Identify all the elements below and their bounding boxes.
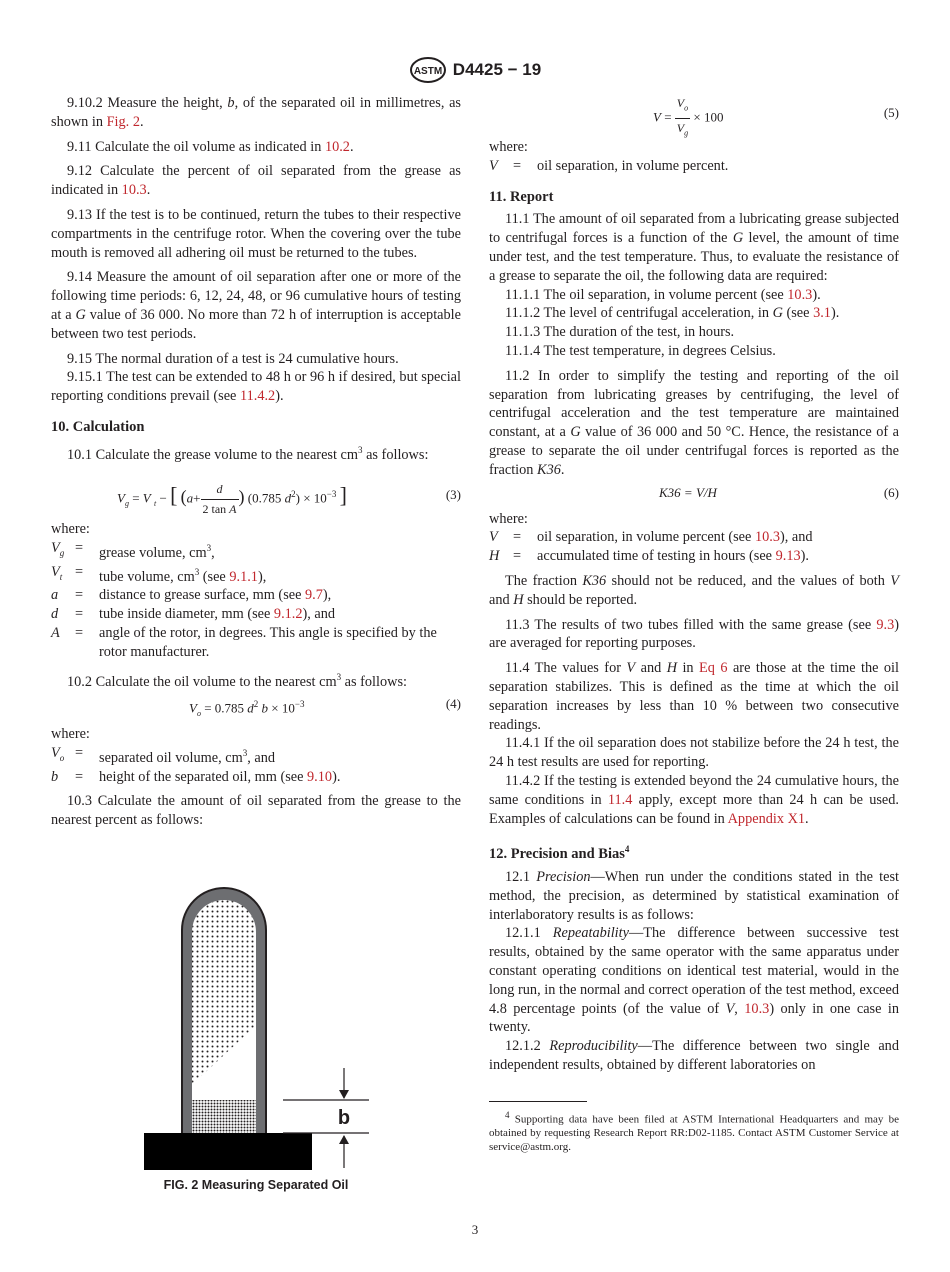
link-9-13[interactable]: 9.13: [775, 548, 801, 565]
def-h: H = accumulated time of testing in hours (see 9.13).: [489, 548, 809, 565]
para-9-14: 9.14 Measure the amount of oil separation after one or more of the following time periods: 6, 12, 24, 48, or 96 cumulative hours of testing at a G value of 36 000. No more than 72 h of interruption is acceptable between two test periods.: [51, 269, 461, 342]
definitions-list-2: [51, 744, 461, 786]
section-12-heading: 12. Precision and Bias$^4$: [489, 844, 630, 863]
link-3-1[interactable]: 3.1: [813, 305, 831, 322]
para-11-1-3: 11.1.3 The duration of the test, in hours.: [505, 324, 735, 341]
def-vo: $V_o$ = separated oil volume, $cm^3$, and: [51, 744, 276, 766]
link-11-4[interactable]: 11.4: [607, 791, 633, 808]
svg-text:ASTM: ASTM: [413, 66, 442, 77]
link-11-4-2[interactable]: 11.4.2: [239, 388, 276, 405]
base-block: [144, 1133, 312, 1170]
equation-4: $V_o = 0.785$ $d^2$ $b \times 10^{-3}$ (4): [189, 696, 461, 719]
section-10-heading: 10. Calculation: [51, 418, 145, 435]
para-11-4: 11.4 The values for V and H in Eq 6 are those at the time the oil separation stabilizes. This is defined as the time at which the oil separation increases by less than 10 % between two consecutive readings.: [489, 660, 899, 733]
right-column: [489, 94, 899, 1154]
para-9-13: 9.13 If the test is to be continued, return the tubes to their respective compartments in the centrifuge rotor. When the covering over the tube mouth is removed all adhering oil must be returned to the tubes.: [51, 206, 461, 261]
link-9-10[interactable]: 9.10: [307, 768, 333, 785]
para-12-1: 12.1 Precision—When run under the conditions stated in the test method, the precision, as determined by statistical examination of interlaboratory results is as follows:: [489, 868, 900, 923]
footnote-rule: [489, 1101, 587, 1102]
def-b: b = height of the separated oil, mm (see 9.10).: [51, 768, 341, 785]
para-12-1-1: 12.1.1 Repeatability—The difference between successive test results, obtained by the same operator with the same apparatus under constant operating conditions on identical test material, would in the long run, in the normal and correct operation of the test method, exceed 4.8 percentage points (of the value of V, 10.3) only in one case in twenty.: [489, 925, 899, 1036]
link-10-3-b[interactable]: 10.3: [787, 286, 813, 303]
where-label-3: where:: [489, 139, 528, 155]
dimension-label-b: b: [337, 1107, 351, 1129]
link-10-2[interactable]: 10.2: [324, 138, 350, 155]
link-eq-6[interactable]: Eq 6: [699, 660, 728, 677]
astm-logo-icon: [409, 56, 447, 84]
def-vg: $V_g$ = grease volume, $cm^3$,: [51, 540, 215, 561]
where-label-2: where:: [51, 726, 90, 743]
figure-2: [51, 880, 461, 1200]
def-vt: $V_t$ = tube volume, $cm^3$ (see 9.1.1),: [51, 563, 267, 585]
para-11-4-2: 11.4.2 If the testing is extended beyond the 24 cumulative hours, the same conditions in 11.4 apply, except more than 24 h can be used. Examples of calculations can be found in Appendix X1.: [489, 772, 899, 827]
link-9-3[interactable]: 9.3: [876, 616, 895, 633]
equation-6: K36 = V/H (6): [659, 484, 899, 500]
link-10-3-d[interactable]: 10.3: [744, 1000, 770, 1017]
link-fig-2[interactable]: Fig. 2: [106, 113, 140, 130]
para-9-10-2: 9.10.2 Measure the height, b, of the separated oil in millimetres, as shown in Fig. 2.: [51, 95, 461, 130]
link-appendix-x1[interactable]: Appendix X1: [727, 810, 806, 827]
link-9-1-2[interactable]: 9.1.2: [273, 606, 303, 623]
def-A: A = angle of the rotor, in degrees. This angle is specified by the rotor manufacturer.: [51, 625, 437, 660]
def-v-2: V = oil separation, in volume percent (see 10.3), and: [489, 529, 813, 546]
link-9-1-1[interactable]: 9.1.1: [229, 568, 258, 585]
para-11-4-1: 11.4.1 If the oil separation does not stabilize before the 24 h test, the 24 h test results are used for reporting.: [489, 735, 899, 771]
para-11-1: 11.1 The amount of oil separated from a lubricating grease subjected to centrifugal forces is a function of the G level, the amount of time under test, and the test temperature. Thus, to evaluate the resistance of a grease to separate the oil, the following data are required:: [489, 211, 900, 284]
link-10-3-c[interactable]: 10.3: [754, 529, 780, 546]
definitions-list-1: [51, 539, 461, 662]
para-10-3: 10.3 Calculate the amount of oil separated from the grease to the nearest percent as follows:: [51, 793, 461, 829]
footnote-4: $^4$ Supporting data have been filed at ASTM International Headquarters and may be obtained by requesting Research Report RR:D02-1185. Contact ASTM Customer Service at service@astm.org.: [489, 1109, 899, 1154]
para-9-12: 9.12 Calculate the percent of oil separated from the grease as indicated in 10.3.: [51, 163, 461, 199]
standard-designation: D4425 − 19: [452, 60, 542, 79]
left-column: [51, 94, 461, 830]
link-9-7[interactable]: 9.7: [305, 587, 323, 604]
centrifuge-tube-diagram: [51, 880, 461, 1175]
para-fraction: The fraction K36 should not be reduced, and the values of both V and H should be reported.: [489, 572, 899, 608]
where-label-4: where:: [489, 510, 528, 527]
link-10-3[interactable]: 10.3: [121, 182, 147, 199]
para-11-1-1: 11.1.1 The oil separation, in volume percent (see 10.3).: [505, 286, 821, 303]
figure-caption: FIG. 2 Measuring Separated Oil: [163, 1178, 349, 1192]
where-label-1: where:: [51, 521, 90, 538]
def-d: d = tube inside diameter, mm (see 9.1.2), and: [51, 606, 336, 623]
para-9-15: 9.15 The normal duration of a test is 24 cumulative hours.: [67, 350, 399, 367]
para-11-1-2: 11.1.2 The level of centrifugal acceleration, in G (see 3.1).: [505, 305, 840, 322]
def-a: a = distance to grease surface, mm (see 9.7),: [51, 587, 332, 604]
para-11-2: 11.2 In order to simplify the testing and reporting of the oil separation from lubricating greases by centrifuging, the level of centrifugal acceleration and the test temperature are maintained constant, at a G value of 36 000 and 50 °C. Hence, the resistance of a grease to separate the oil under centrifugal forces is reported as the fraction K36.: [489, 367, 899, 478]
separated-oil: [192, 1100, 256, 1135]
section-11-heading: 11. Report: [489, 188, 554, 205]
para-11-3: 11.3 The results of two tubes filled with the same grease (see 9.3) are averaged for reporting purposes.: [489, 616, 899, 652]
equation-5: V = $\frac{V_o}{V_g}$ × 100 (5): [653, 96, 899, 138]
para-10-2: 10.2 Calculate the oil volume to the nearest $cm^3$ as follows:: [67, 671, 407, 690]
para-9-11: 9.11 Calculate the oil volume as indicated in 10.2.: [67, 138, 354, 155]
para-9-15-1: 9.15.1 The test can be extended to 48 h or 96 h if desired, but special reporting conditions prevail (see 11.4.2).: [51, 369, 461, 405]
para-12-1-2: 12.1.2 Reproducibility—The difference between two single and independent results, obtained by different laboratories on: [489, 1038, 899, 1073]
para-11-1-4: 11.1.4 The test temperature, in degrees Celsius.: [505, 342, 776, 359]
def-v: V = oil separation, in volume percent.: [489, 157, 729, 174]
para-10-1: 10.1 Calculate the grease volume to the nearest $cm^3$ as follows:: [67, 444, 429, 463]
page-number: 3: [471, 1222, 479, 1237]
page-header: [0, 56, 950, 84]
equation-3: $V_g = V$ $_t$ − [ (a+ $\frac{d}{\text{2 tan A}}$ ) (0.785 $d^2) \times 10^{-3}$ ] (3): [117, 482, 461, 517]
